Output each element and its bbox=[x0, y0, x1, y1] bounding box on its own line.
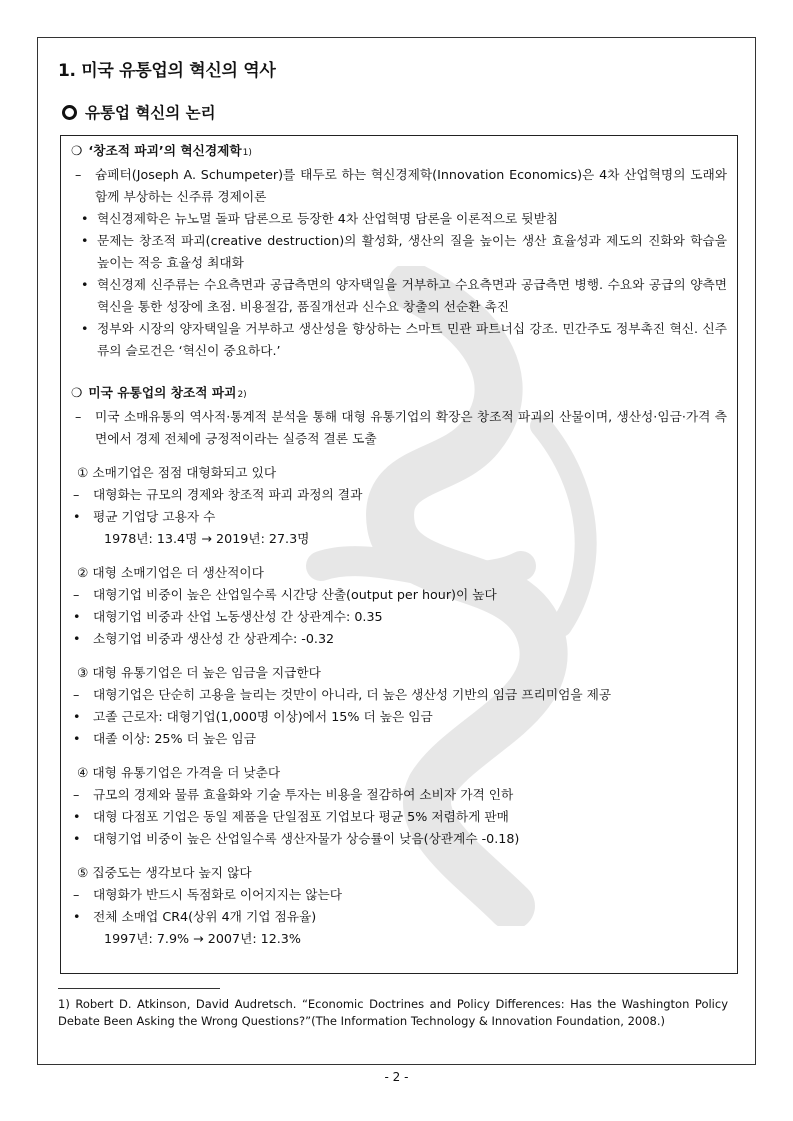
dash-item bbox=[71, 884, 727, 906]
bullet-mark: • bbox=[81, 233, 89, 248]
numbered-point-title: ③ 대형 유통기업은 더 높은 임금을 지급한다 bbox=[77, 665, 321, 680]
bullet-item bbox=[71, 506, 727, 528]
bullet-mark: • bbox=[73, 909, 81, 924]
bullet-item bbox=[71, 728, 727, 750]
dash-item bbox=[71, 164, 727, 208]
bullet-item bbox=[71, 806, 727, 828]
bullet-mark: • bbox=[73, 809, 81, 824]
dash-item bbox=[71, 784, 727, 806]
numbered-point-title: ① 소매기업은 점점 대형화되고 있다 bbox=[77, 465, 277, 480]
numbered-point bbox=[71, 762, 727, 850]
item-text: 혁신경제학은 뉴노멀 돌파 담론으로 등장한 4차 산업혁명 담론을 이론적으로 뒷받침 bbox=[97, 211, 559, 226]
bullet-mark: • bbox=[73, 609, 81, 624]
bullet-item bbox=[71, 230, 727, 274]
bullet-mark: • bbox=[73, 631, 81, 646]
subsection-heading bbox=[62, 101, 216, 123]
dash-mark: – bbox=[75, 167, 82, 182]
dash-mark: – bbox=[73, 887, 80, 902]
bullet-item bbox=[71, 706, 727, 728]
numbered-point bbox=[71, 462, 727, 550]
bullet-item bbox=[71, 628, 727, 650]
item-text: 전체 소매업 CR4(상위 4개 기업 점유율) bbox=[93, 909, 317, 924]
block2-title: 미국 유통업의 창조적 파괴 bbox=[88, 385, 237, 400]
content-body bbox=[61, 136, 737, 950]
item-text: 대졸 이상: 25% 더 높은 임금 bbox=[93, 731, 256, 746]
item-text: 정부와 시장의 양자택일을 거부하고 생산성을 향상하는 스마트 민관 파트너십 강조. 민간주도 정부촉진 혁신. 신주류의 슬로건은 ‘혁신이 중요하다.’ bbox=[97, 321, 727, 358]
bullet-item bbox=[71, 274, 727, 318]
bullet-mark: • bbox=[81, 321, 89, 336]
dash-mark: – bbox=[73, 787, 80, 802]
bullet-mark: • bbox=[73, 731, 81, 746]
item-text: 고졸 근로자: 대형기업(1,000명 이상)에서 15% 더 높은 임금 bbox=[93, 709, 433, 724]
block1-heading bbox=[71, 140, 727, 164]
statistic-line: 1978년: 13.4명 → 2019년: 27.3명 bbox=[104, 531, 310, 546]
circle-bullet-icon bbox=[62, 105, 77, 120]
item-text: 대형기업 비중이 높은 산업일수록 생산자물가 상승률이 낮음(상관계수 -0.18) bbox=[93, 831, 520, 846]
dash-mark: – bbox=[73, 487, 80, 502]
subsection-title: 유통업 혁신의 논리 bbox=[85, 104, 216, 122]
block2-heading bbox=[71, 382, 727, 406]
item-text: 대형기업 비중이 높은 산업일수록 시간당 산출(output per hour)이 높다 bbox=[93, 587, 497, 602]
item-text: 대형 다점포 기업은 동일 제품을 단일점포 기업보다 평균 5% 저렴하게 판매 bbox=[93, 809, 509, 824]
bullet-item bbox=[71, 318, 727, 362]
numbered-point-title: ② 대형 소매기업은 더 생산적이다 bbox=[77, 565, 264, 580]
bullet-mark: • bbox=[73, 831, 81, 846]
hollow-circle-icon: ❍ bbox=[71, 143, 83, 158]
block1-title: ‘창조적 파괴’의 혁신경제학 bbox=[88, 143, 242, 158]
dash-mark: – bbox=[73, 587, 80, 602]
item-text: 슘페터(Joseph A. Schumpeter)를 태두로 하는 혁신경제학(Innovation Economics)은 4차 산업혁명의 도래와 함께 부상하는 신주류 경제이론 bbox=[95, 167, 727, 204]
numbered-point bbox=[71, 562, 727, 650]
footnote-divider bbox=[58, 988, 220, 989]
dash-mark: – bbox=[75, 409, 82, 424]
footnote-ref-1: 1) bbox=[242, 148, 252, 158]
bullet-item bbox=[71, 208, 727, 230]
item-text: 대형화는 규모의 경제와 창조적 파괴 과정의 결과 bbox=[93, 487, 363, 502]
dash-mark: – bbox=[73, 687, 80, 702]
numbered-point-title: ⑤ 집중도는 생각보다 높지 않다 bbox=[77, 865, 252, 880]
item-text: 대형기업은 단순히 고용을 늘리는 것만이 아니라, 더 높은 생산성 기반의 임금 프리미엄을 제공 bbox=[93, 687, 612, 702]
hollow-circle-icon: ❍ bbox=[71, 385, 83, 400]
page-number: - 2 - bbox=[384, 1070, 409, 1084]
dash-item bbox=[71, 584, 727, 606]
footnote-ref-2: 2) bbox=[237, 390, 247, 400]
bullet-mark: • bbox=[81, 277, 89, 292]
bullet-item bbox=[71, 906, 727, 928]
bullet-item bbox=[71, 828, 727, 850]
bullet-mark: • bbox=[81, 211, 89, 226]
bullet-item bbox=[71, 606, 727, 628]
numbered-point bbox=[71, 662, 727, 750]
bullet-mark: • bbox=[73, 509, 81, 524]
block2-intro-text: 미국 소매유통의 역사적·통계적 분석을 통해 대형 유통기업의 확장은 창조적 파괴의 산물이며, 생산성·임금·가격 측면에서 경제 전체에 긍정적이라는 실증적 결론 도출 bbox=[95, 409, 727, 446]
block2-intro bbox=[71, 406, 727, 450]
block1-lines bbox=[71, 164, 727, 362]
section-title: 1. 미국 유통업의 혁신의 역사 bbox=[58, 61, 276, 81]
item-text: 대형기업 비중과 산업 노동생산성 간 상관계수: 0.35 bbox=[93, 609, 383, 624]
footnote: 1) Robert D. Atkinson, David Audretsch. “Economic Doctrines and Policy Differences: Has the Washington Policy Debate Been Asking the Wrong Questions?”(The Information Technology & Innovation Foundation, 2008.) bbox=[58, 997, 728, 1028]
item-text: 혁신경제 신주류는 수요측면과 공급측면의 양자택일을 거부하고 수요측면과 공급측면 병행. 수요와 공급의 양측면 혁신을 통한 성장에 초점. 비용절감, 품질개선과 신수요 창출의 선순환 촉진 bbox=[97, 277, 727, 314]
bullet-mark: • bbox=[73, 709, 81, 724]
statistic-line: 1997년: 7.9% → 2007년: 12.3% bbox=[104, 931, 301, 946]
dash-item bbox=[71, 684, 727, 706]
item-text: 소형기업 비중과 생산성 간 상관계수: -0.32 bbox=[93, 631, 335, 646]
numbered-point bbox=[71, 862, 727, 950]
block2-points bbox=[71, 462, 727, 950]
content-box bbox=[60, 135, 738, 974]
item-text: 대형화가 반드시 독점화로 이어지지는 않는다 bbox=[93, 887, 342, 902]
item-text: 평균 기업당 고용자 수 bbox=[93, 509, 216, 524]
numbered-point-title: ④ 대형 유통기업은 가격을 더 낮춘다 bbox=[77, 765, 281, 780]
dash-item bbox=[71, 484, 727, 506]
item-text: 문제는 창조적 파괴(creative destruction)의 활성화, 생산의 질을 높이는 생산 효율성과 제도의 진화와 학습을 높이는 적응 효율성 최대화 bbox=[97, 233, 727, 270]
item-text: 규모의 경제와 물류 효율화와 기술 투자는 비용을 절감하여 소비자 가격 인하 bbox=[93, 787, 514, 802]
